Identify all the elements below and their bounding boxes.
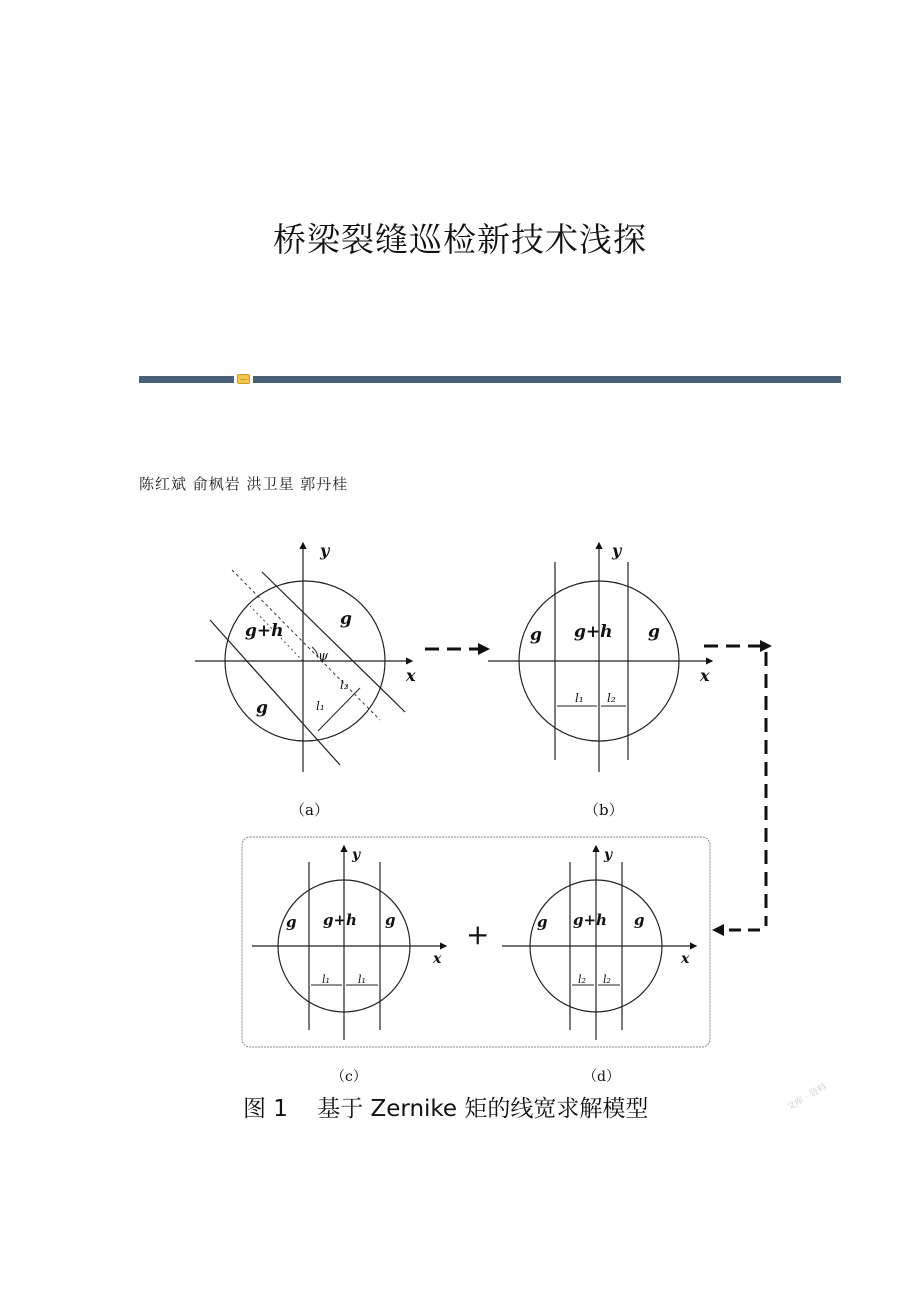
watermark: 文库 · 资料 xyxy=(785,1082,829,1114)
panel-b-l1: l₁ xyxy=(575,691,584,705)
panel-b-region-g-right: g xyxy=(648,622,660,642)
panel-b-caption: （b） xyxy=(584,801,624,819)
panel-a-l1: l₁ xyxy=(316,699,325,713)
panel-c-region-g-right: g xyxy=(385,911,396,929)
panel-c-l-right: l₁ xyxy=(358,973,366,986)
panel-a-caption: （a） xyxy=(290,801,329,819)
panel-a-edge-line-2 xyxy=(262,572,405,712)
panel-d xyxy=(502,846,696,1040)
panel-c-y-label: y xyxy=(352,847,361,863)
panel-d-region-g-left: g xyxy=(537,913,548,931)
document-title: 桥梁裂缝巡检新技术浅探 xyxy=(273,220,647,259)
panel-d-region-gh: g+h xyxy=(573,911,607,929)
panel-c-region-gh: g+h xyxy=(323,911,357,929)
panel-a-y-label: y xyxy=(320,541,330,560)
panel-b-y-label: y xyxy=(612,541,622,560)
plus-sign: + xyxy=(466,918,490,951)
panel-d-l-left: l₂ xyxy=(578,973,586,986)
panel-d-y-label: y xyxy=(604,847,613,863)
panel-b xyxy=(488,543,712,772)
panel-d-caption: （d） xyxy=(583,1069,620,1085)
panel-c xyxy=(252,846,446,1040)
arrow-b-to-cd xyxy=(704,646,766,930)
panel-a-region-gh: g+h xyxy=(245,621,284,641)
panel-a-region-g-bottom: g xyxy=(256,698,268,718)
panel-d-region-g-right: g xyxy=(634,911,645,929)
panel-c-x-label: x xyxy=(433,951,442,967)
panel-a-edge-line-1 xyxy=(210,620,340,765)
panel-a-region-g-right: g xyxy=(340,609,352,629)
panel-c-region-g-left: g xyxy=(286,913,297,931)
panel-a-x-label: x xyxy=(406,666,416,685)
figure-caption: 图 1 基于 Zernike 矩的线宽求解模型 xyxy=(243,1096,649,1122)
panel-a xyxy=(195,543,412,772)
panel-c-l-left: l₁ xyxy=(322,973,330,986)
panel-b-region-gh: g+h xyxy=(574,622,613,642)
panel-b-region-g-left: g xyxy=(530,625,542,645)
panel-b-x-label: x xyxy=(700,666,710,685)
panel-c-caption: （c） xyxy=(331,1069,367,1085)
panel-d-x-label: x xyxy=(681,951,690,967)
panel-b-l2: l₂ xyxy=(607,691,616,705)
author-list: 陈红斌 俞枫岩 洪卫星 郭丹桂 xyxy=(139,475,349,493)
panel-d-l-right: l₂ xyxy=(603,973,611,986)
panel-a-l2: l₂ xyxy=(340,678,349,692)
panel-a-dashed-line xyxy=(232,570,380,720)
panel-a-psi: ψ xyxy=(318,649,329,664)
